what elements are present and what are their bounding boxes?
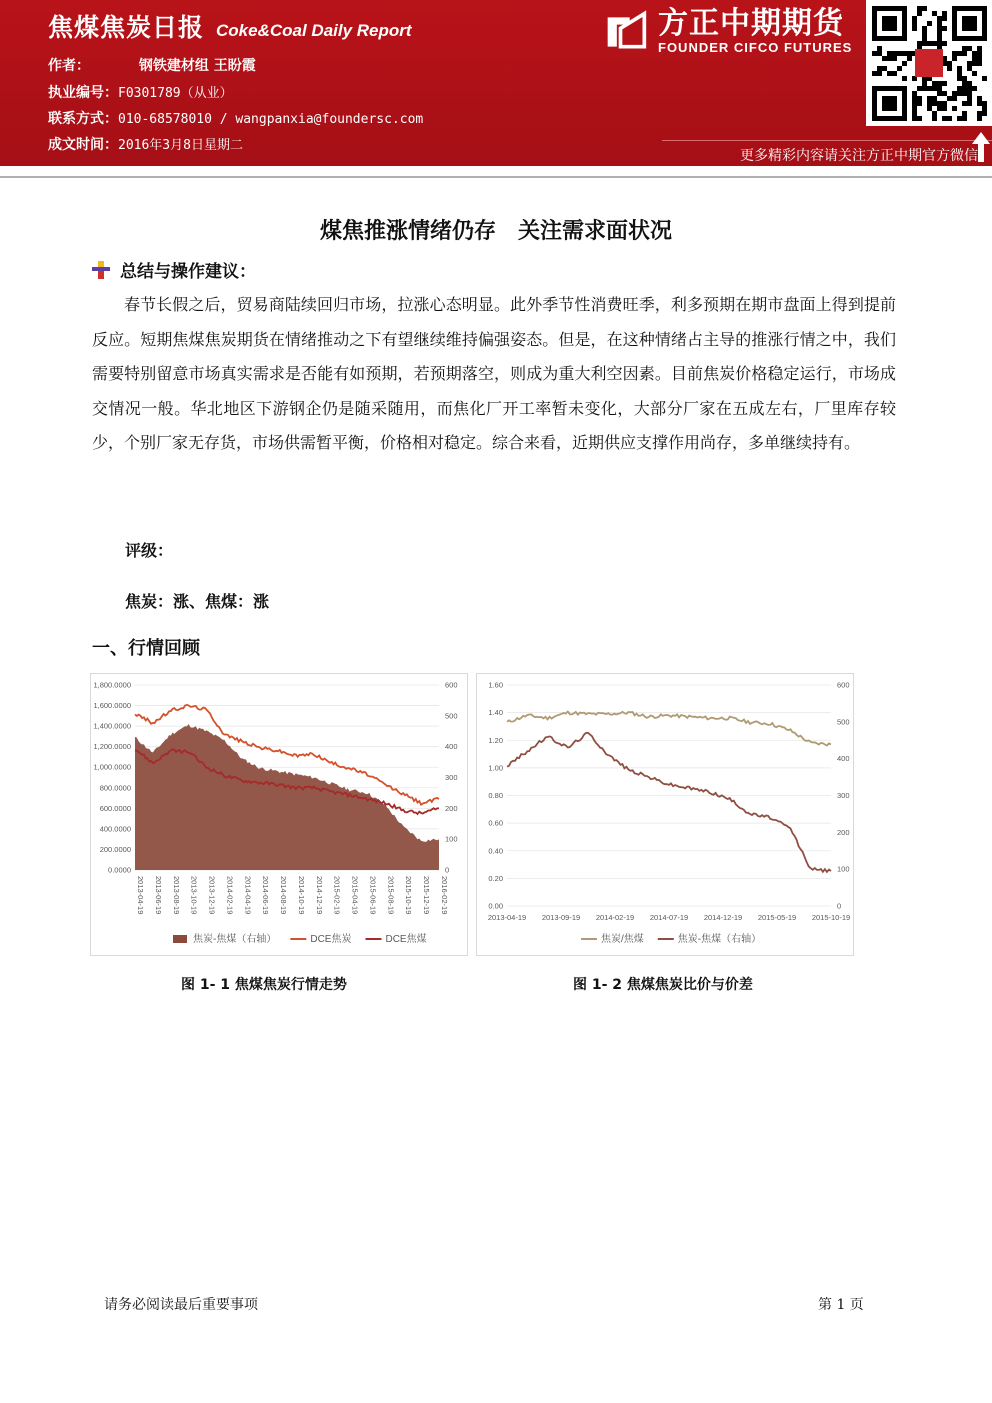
chart-2-caption: 图 1- 2 焦煤焦炭比价与价差 (573, 977, 753, 993)
date-row (48, 134, 243, 154)
qr-module (927, 41, 932, 46)
legend-swatch (173, 935, 187, 943)
qr-module (927, 21, 932, 26)
qr-finder (882, 96, 897, 111)
qr-module (977, 61, 982, 66)
chart-2-container (476, 673, 854, 956)
chart-1-container (90, 673, 468, 956)
y-right-tick-label: 500 (837, 717, 850, 727)
qr-center-logo (915, 49, 943, 77)
footer-disclaimer: 请务必阅读最后重要事项 (104, 1297, 258, 1313)
qr-module (947, 66, 952, 71)
qr-module (977, 46, 982, 51)
qr-module (937, 101, 942, 106)
qr-module (892, 71, 897, 76)
qr-module (942, 91, 947, 96)
qr-module (902, 61, 907, 66)
qr-module (877, 51, 882, 56)
qr-module (877, 66, 882, 71)
qr-module (982, 101, 987, 106)
rating-value: 焦炭：涨、焦煤：涨 (125, 592, 270, 611)
qr-module (932, 81, 937, 86)
qr-module (942, 81, 947, 86)
qr-module (902, 76, 907, 81)
chart-1-caption: 图 1- 1 焦煤焦炭行情走势 (181, 977, 347, 993)
y-left-tick-label: 1.60 (488, 680, 503, 690)
summary-paragraph: 春节长假之后，贸易商陆续回归市场，拉涨心态明显。此外季节性消费旺季，利多预期在期市盘面上得到提前反应。短期焦煤焦炭期货在情绪推动之下有望继续维持偏强姿态。但是，在这种情绪占主导的推涨行情之中，我们需要特别留意市场真实需求是否能有如预期，若预期落空，则成为重大利空因素。目前焦炭价格稳定运行，市场成交情况一般。华北地区下游钢企仍是随采随用，而焦化厂开工率暂未变化，大部分厂家在五成左右，厂里库存较少，个别厂家无存货，市场供需暂平衡，价格相对稳定。综合来看，近期供应支撑作用尚存，多单继续持有。 (92, 295, 896, 453)
y-left-tick-label: 1,800.0000 (93, 680, 131, 690)
qr-module (977, 101, 982, 106)
y-left-tick-label: 1.40 (488, 708, 503, 718)
qr-module (947, 116, 952, 121)
qr-module (892, 51, 897, 56)
x-tick-label: 2014-07-19 (649, 913, 689, 922)
qr-module (957, 51, 962, 56)
y-left-tick-label: 0.0000 (108, 865, 131, 875)
x-tick-label: 2013-08-19 (171, 876, 181, 915)
qr-module (912, 26, 917, 31)
qr-module (932, 96, 937, 101)
qr-module (922, 41, 927, 46)
qr-module (917, 116, 922, 121)
qr-module (912, 106, 917, 111)
license-label: 执业编号： (48, 85, 118, 101)
qr-module (932, 41, 937, 46)
qr-module (937, 86, 942, 91)
y-left-tick-label: 0.00 (488, 901, 503, 911)
qr-module (887, 56, 892, 61)
x-tick-label: 2015-02-19 (332, 876, 342, 915)
y-left-tick-label: 0.80 (488, 791, 503, 800)
qr-module (937, 81, 942, 86)
qr-module (952, 91, 957, 96)
qr-module (912, 96, 917, 101)
qr-module (897, 51, 902, 56)
qr-module (972, 56, 977, 61)
report-title-cn: 焦煤焦炭日报 (48, 13, 205, 42)
contact-value[interactable]: 010-68578010 / wangpanxia@foundersc.com (118, 112, 424, 127)
qr-module (937, 91, 942, 96)
qr-module (937, 36, 942, 41)
qr-module (947, 61, 952, 66)
qr-module (942, 16, 947, 21)
y-right-tick-label: 500 (445, 711, 458, 721)
qr-module (932, 116, 937, 121)
y-right-tick-label: 300 (837, 791, 850, 800)
qr-module (937, 16, 942, 21)
qr-module (912, 116, 917, 121)
legend-label: 焦炭-焦煤（右轴） (193, 934, 277, 945)
wechat-bar (662, 140, 992, 167)
license-row (48, 82, 233, 102)
y-left-tick-label: 1,600.0000 (93, 701, 131, 711)
qr-module (962, 86, 967, 91)
qr-module (912, 91, 917, 96)
y-right-tick-label: 400 (837, 754, 850, 764)
author-row (48, 55, 256, 75)
legend-label: DCE焦炭 (310, 934, 352, 945)
y-left-tick-label: 0.40 (488, 846, 503, 856)
qr-module (957, 66, 962, 71)
qr-module (962, 91, 967, 96)
qr-module (957, 76, 962, 81)
qr-module (882, 56, 887, 61)
qr-module (942, 26, 947, 31)
y-right-tick-label: 200 (445, 803, 458, 813)
qr-module (972, 86, 977, 91)
y-right-tick-label: 600 (445, 680, 458, 690)
x-tick-label: 2015-04-19 (350, 876, 360, 915)
qr-module (922, 86, 927, 91)
qr-module (927, 86, 932, 91)
rating-label: 评级： (125, 541, 174, 560)
legend-label: DCE焦煤 (385, 934, 427, 945)
qr-module (897, 66, 902, 71)
qr-module (917, 86, 922, 91)
y-right-tick-label: 400 (445, 742, 458, 752)
qr-module (872, 51, 877, 56)
qr-module (937, 21, 942, 26)
wechat-qr-code[interactable] (866, 0, 992, 126)
up-arrow-icon (972, 132, 990, 162)
qr-module (927, 96, 932, 101)
qr-finder (962, 16, 977, 31)
qr-module (927, 106, 932, 111)
date-label: 成文时间： (48, 137, 118, 153)
y-left-tick-label: 400.0000 (99, 824, 131, 834)
y-left-tick-label: 1,400.0000 (93, 721, 131, 731)
qr-module (957, 116, 962, 121)
author-value: 钢铁建材组 王盼霞 (138, 58, 256, 74)
qr-module (912, 111, 917, 116)
qr-module (937, 26, 942, 31)
x-tick-label: 2016-02-19 (440, 876, 449, 915)
qr-module (922, 26, 927, 31)
x-tick-label: 2015-08-19 (386, 876, 396, 915)
header-divider (0, 176, 992, 178)
y-left-tick-label: 1.20 (488, 735, 503, 745)
qr-module (962, 51, 967, 56)
x-tick-label: 2014-06-19 (261, 876, 271, 915)
qr-module (977, 56, 982, 61)
qr-module (917, 101, 922, 106)
y-left-tick-label: 0.60 (488, 818, 503, 828)
qr-module (927, 101, 932, 106)
qr-module (972, 51, 977, 56)
qr-module (912, 101, 917, 106)
qr-module (942, 11, 947, 16)
x-tick-label: 2013-04-19 (487, 913, 527, 922)
qr-module (872, 71, 877, 76)
qr-module (967, 91, 972, 96)
report-title-block (48, 8, 412, 44)
qr-module (922, 31, 927, 36)
logo-en: FOUNDER CIFCO FUTURES (658, 40, 853, 55)
qr-module (937, 31, 942, 36)
qr-module (932, 86, 937, 91)
y-left-tick-label: 200.0000 (99, 844, 131, 854)
x-tick-label: 2014-04-19 (243, 876, 253, 915)
footer-page-number: 第 1 页 (818, 1297, 864, 1313)
qr-module (942, 41, 947, 46)
qr-module (932, 111, 937, 116)
y-right-tick-label: 100 (837, 864, 850, 874)
qr-module (907, 51, 912, 56)
qr-module (957, 71, 962, 76)
x-tick-label: 2013-09-19 (541, 913, 581, 922)
qr-module (942, 106, 947, 111)
qr-module (937, 106, 942, 111)
x-tick-label: 2015-12-19 (422, 876, 432, 915)
bullet-icon (92, 261, 110, 279)
qr-module (892, 56, 897, 61)
qr-module (952, 106, 957, 111)
qr-module (982, 111, 987, 116)
x-tick-label: 2015-06-19 (368, 876, 378, 915)
contact-label: 联系方式： (48, 111, 118, 127)
license-value: F0301789（从业） (118, 86, 233, 101)
wechat-follow-text[interactable]: 更多精彩内容请关注方正中期官方微信 (740, 148, 978, 164)
qr-module (922, 81, 927, 86)
qr-module (917, 11, 922, 16)
qr-module (977, 96, 982, 101)
qr-module (917, 6, 922, 11)
qr-module (917, 96, 922, 101)
x-tick-label: 2013-10-19 (189, 876, 199, 915)
qr-module (952, 56, 957, 61)
y-left-tick-label: 1.00 (488, 763, 503, 773)
founder-logo-icon (604, 10, 648, 54)
y-left-tick-label: 800.0000 (99, 783, 131, 793)
report-header (0, 0, 992, 166)
y-left-tick-label: 1,200.0000 (93, 742, 131, 752)
qr-module (922, 36, 927, 41)
qr-module (907, 56, 912, 61)
x-tick-label: 2015-10-19 (811, 913, 851, 922)
contact-row (48, 108, 423, 128)
qr-module (977, 116, 982, 121)
qr-module (932, 11, 937, 16)
qr-module (952, 96, 957, 101)
qr-module (937, 41, 942, 46)
qr-module (932, 101, 937, 106)
qr-module (942, 116, 947, 121)
x-tick-label: 2014-02-19 (225, 876, 235, 915)
y-right-tick-label: 0 (837, 901, 842, 911)
qr-module (967, 66, 972, 71)
chart-1-price-trend (91, 674, 467, 955)
author-label: 作者： (48, 58, 90, 74)
y-right-tick-label: 200 (837, 827, 850, 837)
section-heading-market-review: 一、行情回顾 (92, 638, 200, 659)
qr-module (962, 111, 967, 116)
qr-finder (882, 16, 897, 31)
legend-label: 焦炭/焦煤 (601, 934, 644, 945)
qr-module (942, 101, 947, 106)
series-area-0 (135, 724, 439, 870)
qr-module (967, 96, 972, 101)
qr-module (957, 86, 962, 91)
qr-module (982, 106, 987, 111)
qr-module (967, 46, 972, 51)
y-right-tick-label: 0 (445, 865, 450, 875)
qr-module (982, 76, 987, 81)
qr-module (952, 51, 957, 56)
chart-2-ratio-spread (477, 674, 853, 955)
qr-module (912, 16, 917, 21)
x-tick-label: 2013-06-19 (153, 876, 163, 915)
y-right-tick-label: 600 (837, 680, 850, 690)
qr-module (912, 21, 917, 26)
summary-heading-text: 总结与操作建议： (120, 262, 256, 282)
qr-module (917, 41, 922, 46)
qr-module (967, 86, 972, 91)
x-tick-label: 2014-12-19 (703, 913, 743, 922)
qr-module (972, 61, 977, 66)
x-tick-label: 2013-04-19 (136, 876, 145, 915)
document-title: 煤焦推涨情绪仍存 关注需求面状况 (319, 219, 672, 244)
qr-module (957, 91, 962, 96)
date-value: 2016年3月8日星期二 (118, 138, 243, 153)
qr-module (882, 66, 887, 71)
qr-module (887, 71, 892, 76)
x-tick-label: 2015-10-19 (404, 876, 414, 915)
qr-module (972, 71, 977, 76)
qr-module (962, 81, 967, 86)
x-tick-label: 2014-10-19 (296, 876, 306, 915)
logo-cn: 方正中期期货 (658, 6, 844, 41)
qr-module (962, 116, 967, 121)
qr-module (887, 51, 892, 56)
qr-module (947, 96, 952, 101)
summary-heading (92, 257, 256, 282)
qr-module (962, 46, 967, 51)
y-left-tick-label: 0.20 (488, 873, 503, 883)
qr-module (902, 51, 907, 56)
legend-label: 焦炭-焦煤（右轴） (677, 934, 762, 945)
x-tick-label: 2015-05-19 (757, 913, 797, 922)
qr-module (922, 6, 927, 11)
company-logo (604, 8, 852, 55)
y-left-tick-label: 600.0000 (99, 803, 131, 813)
x-tick-label: 2014-08-19 (279, 876, 289, 915)
y-right-tick-label: 100 (445, 834, 458, 844)
x-tick-label: 2014-12-19 (314, 876, 324, 915)
report-title-en: Coke&Coal Daily Report (216, 21, 412, 40)
qr-module (977, 111, 982, 116)
y-left-tick-label: 1,000.0000 (93, 762, 131, 772)
qr-module (967, 81, 972, 86)
qr-module (967, 101, 972, 106)
qr-module (967, 61, 972, 66)
y-right-tick-label: 300 (445, 773, 458, 782)
qr-module (977, 51, 982, 56)
qr-module (877, 46, 882, 51)
qr-module (962, 76, 967, 81)
x-tick-label: 2013-12-19 (207, 876, 217, 915)
qr-module (962, 101, 967, 106)
x-tick-label: 2014-02-19 (595, 913, 635, 922)
qr-module (877, 71, 882, 76)
